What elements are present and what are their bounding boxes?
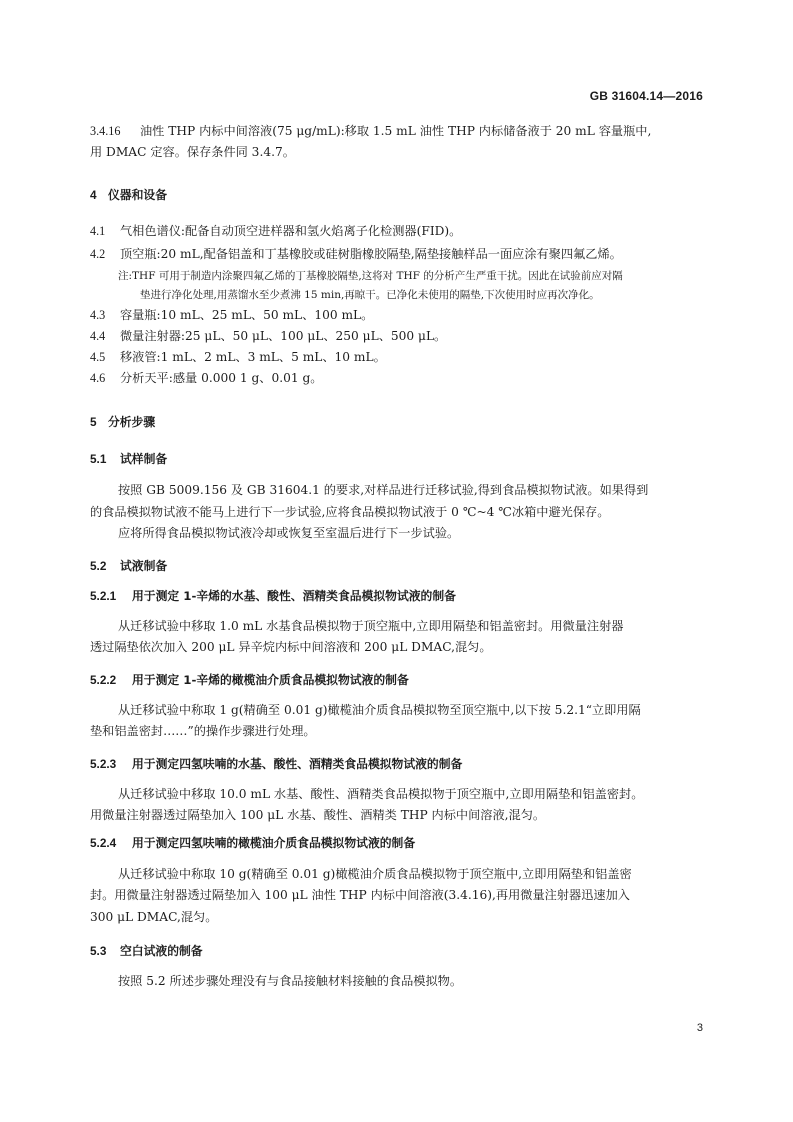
paragraph-5-2-1-line1: 从迁移试验中移取 1.0 mL 水基食品模拟物于顶空瓶中,立即用隔垫和铝盖密封。用微量注射器 [118,619,624,633]
clause-title: 用于测定 1-辛烯的水基、酸性、酒精类食品模拟物试液的制备 [132,589,456,603]
clause-text: 分析天平:感量 0.000 1 g、0.01 g。 [120,371,323,385]
subsection-title: 试液制备 [120,559,168,573]
clause-number: 4.1 [90,224,106,238]
subsection-number: 5.1 [90,452,107,466]
clause-text: 气相色谱仪:配备自动顶空进样器和氢火焰离子化检测器(FID)。 [120,224,462,238]
clause-number: 4.5 [90,350,106,364]
paragraph-5-2-4-line1: 从迁移试验中称取 10 g(精确至 0.01 g)橄榄油介质食品模拟物于顶空瓶中,立即用隔垫和铝盖密 [118,867,632,881]
clause-4-1 [90,222,461,239]
subsection-heading-5-1 [90,450,167,467]
clause-heading-5-2-4 [90,834,415,851]
clause-4-2 [90,245,622,262]
clause-title: 用于测定四氢呋喃的水基、酸性、酒精类食品模拟物试液的制备 [132,757,463,771]
subsection-heading-5-3 [90,942,203,959]
paragraph-5-2-4-line3: 300 μL DMAC,混匀。 [90,910,218,924]
paragraph-5-2-2-line1: 从迁移试验中称取 1 g(精确至 0.01 g)橄榄油介质食品模拟物至顶空瓶中,以下按 5.2.1“立即用隔 [118,703,641,717]
section-number: 5 [90,415,97,429]
clause-number: 4.2 [90,247,106,261]
subsection-number: 5.2 [90,559,107,573]
paragraph-5-2-4-line2: 封。用微量注射器透过隔垫加入 100 μL 油性 THP 内标中间溶液(3.4.16),再用微量注射器迅速加入 [90,888,630,902]
clause-4-3 [90,306,373,323]
clause-number: 3.4.16 [90,124,121,138]
section-title: 分析步骤 [108,415,156,429]
section-title: 仪器和设备 [108,188,167,202]
section-heading-5 [90,413,155,430]
paragraph-5-2-2-line2: 垫和铝盖密封……”的操作步骤进行处理。 [90,724,316,738]
clause-heading-5-2-1 [90,587,456,604]
section-number: 4 [90,188,97,202]
paragraph-5-1-line3: 应将所得食品模拟物试液冷却或恢复至室温后进行下一步试验。 [118,526,460,540]
section-heading-4 [90,186,167,203]
clause-heading-5-2-3 [90,755,462,772]
standard-number: GB 31604.14—2016 [589,89,703,103]
clause-text: 微量注射器:25 μL、50 μL、100 μL、250 μL、500 μL。 [120,329,447,343]
clause-number: 4.4 [90,329,106,343]
paragraph-5-2-1-line2: 透过隔垫依次加入 200 μL 异辛烷内标中间溶液和 200 μL DMAC,混匀。 [90,640,492,654]
clause-title: 用于测定 1-辛烯的橄榄油介质食品模拟物试液的制备 [132,673,409,687]
clause-heading-5-2-2 [90,671,409,688]
clause-title: 用于测定四氢呋喃的橄榄油介质食品模拟物试液的制备 [132,836,416,850]
clause-4-5 [90,348,386,365]
page-number: 3 [696,1022,703,1034]
paragraph-5-1-line1: 按照 GB 5009.156 及 GB 31604.1 的要求,对样品进行迁移试验,得到食品模拟物试液。如果得到 [118,483,649,497]
subsection-title: 试样制备 [120,452,168,466]
clause-text: 移液管:1 mL、2 mL、3 mL、5 mL、10 mL。 [120,350,386,364]
paragraph-5-2-3-line1: 从迁移试验中移取 10.0 mL 水基、酸性、酒精类食品模拟物于顶空瓶中,立即用隔垫和铝盖密封。 [118,787,644,801]
subsection-heading-5-2 [90,557,167,574]
clause-number: 4.3 [90,308,106,322]
clause-4-6 [90,369,323,386]
clause-text: 油性 THP 内标中间溶液(75 μg/mL):移取 1.5 mL 油性 THP 内标储备液于 20 mL 容量瓶中, [140,124,652,138]
clause-number: 5.2.3 [90,757,117,771]
clause-3-4-16-line2: 用 DMAC 定容。保存条件同 3.4.7。 [90,145,295,159]
clause-4-4 [90,327,446,344]
paragraph-5-2-3-line2: 用微量注射器透过隔垫加入 100 μL 水基、酸性、酒精类 THP 内标中间溶液,混匀。 [90,808,546,822]
paragraph-5-1-line2: 的食品模拟物试液不能马上进行下一步试验,应将食品模拟物试液于 0 ℃~4 ℃冰箱中避光保存。 [90,505,610,519]
subsection-number: 5.3 [90,944,107,958]
clause-number: 5.2.4 [90,836,117,850]
clause-number: 4.6 [90,371,106,385]
clause-text: 顶空瓶:20 mL,配备铝盖和丁基橡胶或硅树脂橡胶隔垫,隔垫接触样品一面应涂有聚四氟乙烯。 [120,247,622,261]
subsection-title: 空白试液的制备 [120,944,203,958]
clause-text: 容量瓶:10 mL、25 mL、50 mL、100 mL。 [120,308,374,322]
paragraph-5-3: 按照 5.2 所述步骤处理没有与食品接触材料接触的食品模拟物。 [118,974,463,988]
clause-number: 5.2.1 [90,589,117,603]
note-line-1: 注:THF 可用于制造内涂聚四氟乙烯的丁基橡胶隔垫,这将对 THF 的分析产生严重干扰。因此在试验前应对隔 [118,270,623,282]
note-line-2: 垫进行净化处理,用蒸馏水至少煮沸 15 min,再晾干。已净化未使用的隔垫,下次使用时应再次净化。 [140,289,600,301]
clause-number: 5.2.2 [90,673,117,687]
clause-3-4-16 [90,122,651,139]
